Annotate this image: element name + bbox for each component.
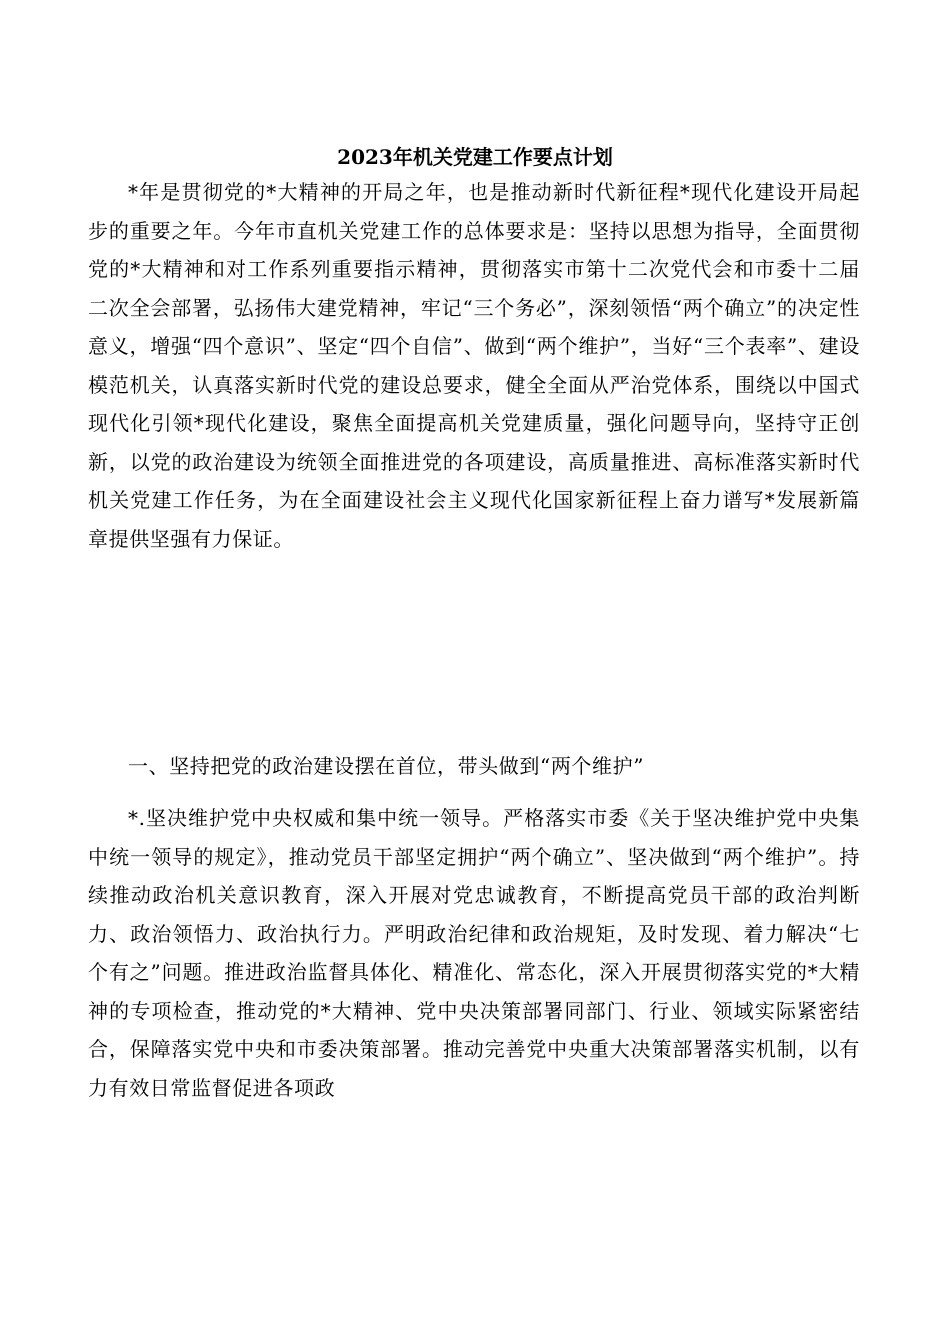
paragraph-intro: *年是贯彻党的*大精神的开局之年，也是推动新时代新征程*现代化建设开局起步的重要之年。今年市直机关党建工作的总体要求是：坚持以思想为指导，全面贯彻党的*大精神和对工作系列重要指示精神，贯彻落实市第十二次党代会和市委十二届二次全会部署，弘扬伟大建党精神，牢记“三个务必”，深刻领悟“两个确立”的决定性意义，增强“四个意识”、坚定“四个自信”、做到“两个维护”，当好“三个表率”、建设模范机关，认真落实新时代党的建设总要求，健全全面从严治党体系，围绕以中国式现代化引领*现代化建设，聚焦全面提高机关党建质量，强化问题导向，坚持守正创新，以党的政治建设为统领全面推进党的各项建设，高质量推进、高标准落实新时代机关党建工作任务，为在全面建设社会主义现代化国家新征程上奋力谱写*发展新篇章提供坚强有力保证。 <box>88 180 860 551</box>
section-heading-1: 一、坚持把党的政治建设摆在首位，带头做到“两个维护” <box>128 754 645 778</box>
document-body <box>88 799 860 1107</box>
paragraph-item-1: *.坚决维护党中央权威和集中统一领导。严格落实市委《关于坚决维护党中央集中统一领导的规定》，推动党员干部坚定拥护“两个确立”、坚决做到“两个维护”。持续推动政治机关意识教育，深入开展对党忠诚教育，不断提高党员干部的政治判断力、政治领悟力、政治执行力。严明政治纪律和政治规矩，及时发现、着力解决“七个有之”问题。推进政治监督具体化、精准化、常态化，深入开展贯彻落实党的*大精神的专项检查，推动党的*大精神、党中央决策部署同部门、行业、领域实际紧密结合，保障落实党中央和市委决策部署。推动完善党中央重大决策部署落实机制，以有力有效日常监督促进各项政 <box>88 806 860 1100</box>
document-body <box>88 173 860 558</box>
document-body <box>88 747 860 786</box>
document-title: 2023年机关党建工作要点计划 <box>337 145 613 169</box>
